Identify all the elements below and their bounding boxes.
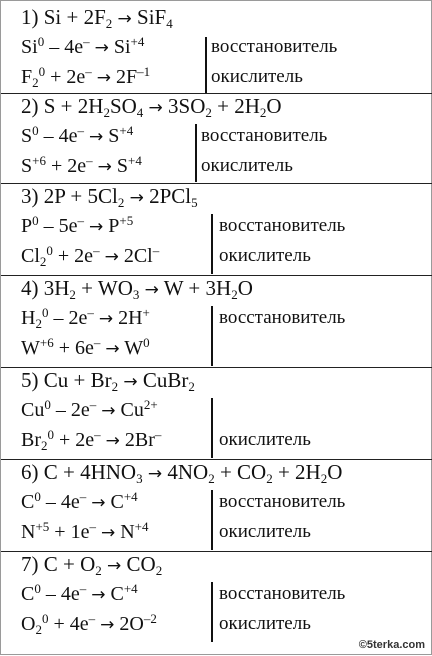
half-reaction-oxidation: $C^0 - 4e^- \to C^{+4}$ (21, 488, 138, 513)
half-reaction-reduction: $F_2^0 + 2e^- \to 2F^{-1}$ (21, 63, 151, 90)
role-label: восстановитель (211, 36, 338, 57)
role-label: восстановитель (219, 215, 346, 236)
bracket-bar (211, 582, 213, 642)
half-reaction-reduction: $O_2^0 + 4e^- \to 2O^{-2}$ (21, 610, 157, 637)
role-label: окислитель (201, 155, 293, 176)
reaction-equation: 7) $C + O_2 \to CO_2$ (21, 552, 163, 578)
reaction-equation: 4) $3H_2 + WO_3 \to W + 3H_2O$ (21, 276, 253, 302)
role-label: окислитель (219, 245, 311, 266)
role-label: окислитель (219, 521, 311, 542)
reaction-equation: 3) $2P + 5Cl_2 \to 2PCl_5$ (21, 184, 198, 210)
role-label: окислитель (211, 66, 303, 87)
half-reaction-reduction: $Cl_2^0 + 2e^- \to 2Cl^-$ (21, 242, 160, 269)
reaction-block-6 (1, 459, 432, 552)
reaction-equation: 5) $Cu + Br_2$ → CuBr$_2$ (21, 368, 195, 394)
half-reaction-reduction: $Br_2^0 + 2e^- \to 2Br^-$ (21, 426, 162, 453)
reaction-equation: 2) $S + 2H_2SO_4 \to 3SO_2 + 2H_2O$ (21, 94, 282, 120)
bracket-bar (205, 37, 207, 93)
role-label: восстановитель (219, 307, 346, 328)
role-label: восстановитель (219, 491, 346, 512)
half-reaction-oxidation: $Si^0 - 4e^- \to Si^{+4}$ (21, 33, 145, 58)
role-label: окислитель (219, 613, 311, 634)
half-reaction-reduction: $N^{+5} + 1e^- \to N^{+4}$ (21, 518, 149, 543)
role-label: окислитель (219, 429, 311, 450)
half-reaction-reduction: $W^{+6} + 6e^- \to W^0$ (21, 334, 150, 359)
bracket-bar (211, 398, 213, 458)
half-reaction-oxidation: $C^0 - 4e^- \to C^{+4}$ (21, 580, 138, 605)
half-reaction-oxidation: $S^0 - 4e^- \to S^{+4}$ (21, 122, 134, 147)
role-label: восстановитель (201, 125, 328, 146)
half-reaction-oxidation: $H_2^0 - 2e^- \to 2H^+$ (21, 304, 150, 331)
bracket-bar (195, 124, 197, 182)
reaction-equation: 1) $Si + 2F_2 \to SiF_4$ (21, 5, 173, 31)
half-reaction-oxidation: $Cu^0 - 2e^- \to Cu^{2+}$ (21, 396, 158, 421)
role-label: восстановитель (219, 583, 346, 604)
reaction-block-4 (1, 275, 432, 368)
reaction-block-2 (1, 93, 432, 184)
bracket-bar (211, 490, 213, 550)
bracket-bar (211, 306, 213, 366)
reaction-equation: 6) $C + 4HNO_3 \to 4NO_2 + CO_2 + 2H_2O$ (21, 460, 343, 486)
half-reaction-oxidation: $P^0 - 5e^- \to P^{+5}$ (21, 212, 134, 237)
reaction-block-3 (1, 183, 432, 276)
reaction-block-1 (1, 5, 432, 93)
bracket-bar (211, 214, 213, 274)
reaction-block-5 (1, 367, 432, 460)
half-reaction-reduction: $S^{+6} + 2e^- \to S^{+4}$ (21, 152, 142, 177)
watermark-text: ©5terka.com (358, 639, 425, 651)
